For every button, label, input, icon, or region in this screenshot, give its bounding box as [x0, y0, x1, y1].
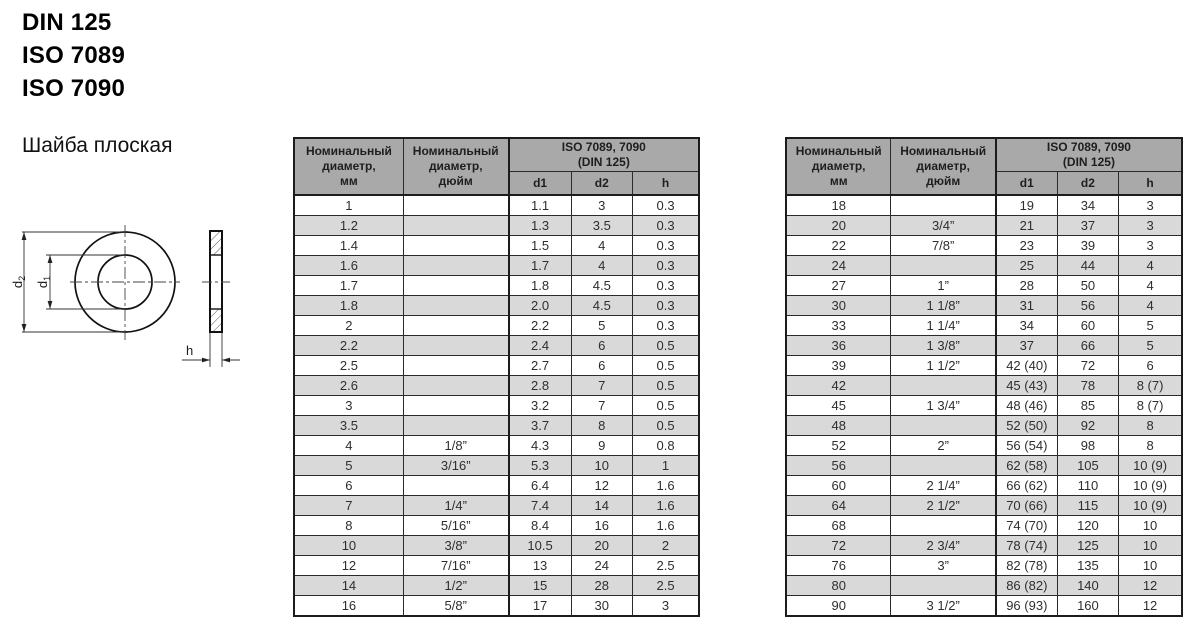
- table-cell: 0.3: [633, 316, 699, 336]
- table-cell: 0.5: [633, 376, 699, 396]
- table-body-large-sizes: [786, 195, 1182, 616]
- standards-title-block: [22, 6, 125, 105]
- table-cell: 1: [633, 456, 699, 476]
- table-cell: 4: [571, 256, 633, 276]
- table-cell: 7.4: [509, 496, 571, 516]
- arrowhead-right: [202, 358, 210, 363]
- table-cell: 14: [294, 576, 403, 596]
- table-cell: 8 (7): [1119, 396, 1182, 416]
- table-cell: 17: [509, 596, 571, 617]
- table-cell: 86 (82): [996, 576, 1057, 596]
- table-cell: 48: [786, 416, 891, 436]
- table-cell: 3/4”: [891, 216, 996, 236]
- table-cell: 33: [786, 316, 891, 336]
- table-cell: 1”: [891, 276, 996, 296]
- table-cell: 1/4”: [403, 496, 508, 516]
- table-cell: 0.3: [633, 216, 699, 236]
- table-cell: [403, 476, 508, 496]
- table-row: [786, 296, 1182, 316]
- table-cell: 115: [1057, 496, 1118, 516]
- table-cell: 6: [571, 336, 633, 356]
- table-cell: 4: [1119, 276, 1182, 296]
- column-header-nominal-mm: Номинальный диаметр, мм: [786, 138, 891, 195]
- table-cell: 3: [1119, 216, 1182, 236]
- table-cell: 39: [1057, 236, 1118, 256]
- table-cell: 44: [1057, 256, 1118, 276]
- standard-iso-7090: ISO 7090: [22, 75, 126, 102]
- table-cell: 6: [1119, 356, 1182, 376]
- table-cell: [403, 336, 508, 356]
- table-cell: 0.3: [633, 236, 699, 256]
- table-cell: 2.7: [509, 356, 571, 376]
- column-header-nominal-inch: Номинальный диаметр, дюйм: [891, 138, 996, 195]
- table-cell: 10: [1119, 516, 1182, 536]
- table-cell: 0.5: [633, 416, 699, 436]
- table-cell: 16: [571, 516, 633, 536]
- arrowhead-left: [222, 358, 230, 363]
- table-cell: 15: [509, 576, 571, 596]
- table-row: [294, 256, 699, 276]
- table-cell: 45 (43): [996, 376, 1057, 396]
- table-cell: 85: [1057, 396, 1118, 416]
- table-cell: 90: [786, 596, 891, 617]
- table-row: [294, 316, 699, 336]
- table-row: [786, 476, 1182, 496]
- section-hatch-top: [210, 231, 222, 255]
- table-cell: 42 (40): [996, 356, 1057, 376]
- table-cell: 1: [294, 195, 403, 216]
- table-row: [786, 276, 1182, 296]
- table-cell: 23: [996, 236, 1057, 256]
- table-cell: 31: [996, 296, 1057, 316]
- table-row: [294, 576, 699, 596]
- table-cell: 7/16”: [403, 556, 508, 576]
- table-cell: 96 (93): [996, 596, 1057, 617]
- table-cell: 60: [1057, 316, 1118, 336]
- table-cell: 4: [571, 236, 633, 256]
- table-row: [786, 516, 1182, 536]
- table-cell: 5.3: [509, 456, 571, 476]
- label-h: h: [186, 343, 194, 358]
- table-cell: 2: [633, 536, 699, 556]
- table-row: [294, 216, 699, 236]
- table-row: [294, 416, 699, 436]
- table-cell: 1 1/2”: [891, 356, 996, 376]
- table-row: [294, 556, 699, 576]
- table-cell: 92: [1057, 416, 1118, 436]
- table-row: [786, 236, 1182, 256]
- table-cell: 0.5: [633, 356, 699, 376]
- arrowhead-up: [48, 255, 53, 263]
- table-row: [786, 416, 1182, 436]
- table-cell: 7: [571, 376, 633, 396]
- table-cell: 74 (70): [996, 516, 1057, 536]
- table-cell: 37: [996, 336, 1057, 356]
- table-cell: 56: [1057, 296, 1118, 316]
- table-cell: 98: [1057, 436, 1118, 456]
- table-cell: 24: [571, 556, 633, 576]
- table-cell: 10: [571, 456, 633, 476]
- table-cell: 66: [1057, 336, 1118, 356]
- table-cell: 56 (54): [996, 436, 1057, 456]
- table-cell: 30: [571, 596, 633, 617]
- table-cell: 1 1/4”: [891, 316, 996, 336]
- table-cell: 1.2: [294, 216, 403, 236]
- table-cell: 2 3/4”: [891, 536, 996, 556]
- table-row: [294, 396, 699, 416]
- column-header-d1: d1: [509, 171, 571, 195]
- table-cell: 0.3: [633, 195, 699, 216]
- table-cell: [403, 216, 508, 236]
- table-cell: 68: [786, 516, 891, 536]
- table-row: [294, 536, 699, 556]
- table-cell: 6.4: [509, 476, 571, 496]
- table-cell: 52: [786, 436, 891, 456]
- table-cell: 3 1/2”: [891, 596, 996, 617]
- table-cell: 1.8: [509, 276, 571, 296]
- table-cell: 7: [294, 496, 403, 516]
- table-cell: 3”: [891, 556, 996, 576]
- table-row: [786, 376, 1182, 396]
- table-cell: 66 (62): [996, 476, 1057, 496]
- standard-din: DIN 125: [22, 9, 112, 36]
- table-cell: 8: [294, 516, 403, 536]
- washer-table-small-sizes: [293, 137, 700, 617]
- washer-drawing-svg: [10, 212, 282, 387]
- table-cell: [891, 376, 996, 396]
- table-cell: 12: [571, 476, 633, 496]
- table-cell: 110: [1057, 476, 1118, 496]
- table-cell: 3: [1119, 195, 1182, 216]
- table-cell: 2.5: [294, 356, 403, 376]
- table-cell: 45: [786, 396, 891, 416]
- column-header-nominal-inch: Номинальный диаметр, дюйм: [403, 138, 508, 195]
- table-cell: 0.3: [633, 296, 699, 316]
- table-cell: [891, 256, 996, 276]
- table-cell: 2.2: [294, 336, 403, 356]
- table-cell: 34: [996, 316, 1057, 336]
- table-cell: 2.0: [509, 296, 571, 316]
- table-cell: 120: [1057, 516, 1118, 536]
- column-header-h: h: [633, 171, 699, 195]
- table-row: [294, 516, 699, 536]
- table-cell: 78 (74): [996, 536, 1057, 556]
- table-cell: 5: [294, 456, 403, 476]
- table-cell: 64: [786, 496, 891, 516]
- table-row: [786, 316, 1182, 336]
- table-row: [294, 356, 699, 376]
- table-cell: [891, 195, 996, 216]
- table-row: [786, 496, 1182, 516]
- arrowhead-up: [22, 232, 27, 240]
- table-cell: 10: [1119, 556, 1182, 576]
- table-cell: 8 (7): [1119, 376, 1182, 396]
- arrowhead-down: [48, 301, 53, 309]
- table-cell: 2”: [891, 436, 996, 456]
- table-cell: 50: [1057, 276, 1118, 296]
- table-cell: 28: [996, 276, 1057, 296]
- table-cell: 3: [294, 396, 403, 416]
- washer-side-view: [202, 231, 230, 332]
- table-cell: 52 (50): [996, 416, 1057, 436]
- table-cell: 72: [786, 536, 891, 556]
- table-cell: 1.3: [509, 216, 571, 236]
- table-cell: 0.5: [633, 336, 699, 356]
- table-row: [294, 336, 699, 356]
- table-cell: 8.4: [509, 516, 571, 536]
- table-cell: 39: [786, 356, 891, 376]
- table-cell: 125: [1057, 536, 1118, 556]
- table-cell: 62 (58): [996, 456, 1057, 476]
- table-body-small-sizes: [294, 195, 699, 616]
- table-cell: 8: [571, 416, 633, 436]
- table-row: [786, 396, 1182, 416]
- column-header-d2: d2: [571, 171, 633, 195]
- table-cell: 10: [1119, 536, 1182, 556]
- table-cell: 5: [571, 316, 633, 336]
- table-cell: 4: [1119, 296, 1182, 316]
- table-cell: 5/8”: [403, 596, 508, 617]
- arrowhead-down: [22, 324, 27, 332]
- table-cell: 1 1/8”: [891, 296, 996, 316]
- table-row: [786, 556, 1182, 576]
- standard-iso-7089: ISO 7089: [22, 42, 126, 69]
- table-cell: 1.8: [294, 296, 403, 316]
- table-cell: [891, 456, 996, 476]
- table-cell: 60: [786, 476, 891, 496]
- table-row: [786, 356, 1182, 376]
- table-cell: [403, 256, 508, 276]
- table-cell: 22: [786, 236, 891, 256]
- table-row: [294, 195, 699, 216]
- table-cell: 27: [786, 276, 891, 296]
- table-cell: 16: [294, 596, 403, 617]
- table-row: [786, 256, 1182, 276]
- table-cell: 2.6: [294, 376, 403, 396]
- table-cell: 42: [786, 376, 891, 396]
- table-cell: 3/8”: [403, 536, 508, 556]
- table-cell: 5/16”: [403, 516, 508, 536]
- table-row: [294, 376, 699, 396]
- table-cell: 4: [294, 436, 403, 456]
- table-cell: [403, 276, 508, 296]
- table-cell: 1.7: [509, 256, 571, 276]
- table-cell: 12: [294, 556, 403, 576]
- table-row: [786, 216, 1182, 236]
- table-cell: 28: [571, 576, 633, 596]
- table-cell: 2.2: [509, 316, 571, 336]
- table-cell: 1.4: [294, 236, 403, 256]
- table-cell: 9: [571, 436, 633, 456]
- column-header-nominal-mm: Номинальный диаметр, мм: [294, 138, 403, 195]
- table-row: [294, 596, 699, 617]
- table-cell: 1.6: [633, 496, 699, 516]
- table-cell: 2.8: [509, 376, 571, 396]
- table-cell: 25: [996, 256, 1057, 276]
- table-cell: 14: [571, 496, 633, 516]
- table-cell: [403, 236, 508, 256]
- table-cell: 1.7: [294, 276, 403, 296]
- table-cell: 21: [996, 216, 1057, 236]
- table-cell: 1/2”: [403, 576, 508, 596]
- table-cell: 82 (78): [996, 556, 1057, 576]
- table-cell: 3: [1119, 236, 1182, 256]
- table-row: [786, 596, 1182, 617]
- table-cell: 2.5: [633, 556, 699, 576]
- table-cell: 30: [786, 296, 891, 316]
- table-cell: 5: [1119, 316, 1182, 336]
- table-row: [786, 436, 1182, 456]
- product-name: Шайба плоская: [22, 134, 173, 157]
- table-cell: 12: [1119, 576, 1182, 596]
- table-cell: 20: [571, 536, 633, 556]
- table-cell: 0.3: [633, 276, 699, 296]
- table-cell: 12: [1119, 596, 1182, 617]
- table-cell: 8: [1119, 436, 1182, 456]
- table-cell: 10.5: [509, 536, 571, 556]
- table-cell: 24: [786, 256, 891, 276]
- table-cell: 1.6: [294, 256, 403, 276]
- table-cell: 6: [294, 476, 403, 496]
- section-hatch-bottom: [210, 309, 222, 332]
- table-row: [786, 536, 1182, 556]
- table-cell: 0.3: [633, 256, 699, 276]
- table-cell: [891, 516, 996, 536]
- table-cell: 13: [509, 556, 571, 576]
- washer-table-large-sizes: [785, 137, 1183, 617]
- table-cell: 1/8”: [403, 436, 508, 456]
- table-cell: 3.2: [509, 396, 571, 416]
- table-cell: 3/16”: [403, 456, 508, 476]
- table-cell: 140: [1057, 576, 1118, 596]
- table-cell: [403, 416, 508, 436]
- table-cell: 3.5: [294, 416, 403, 436]
- table-cell: 34: [1057, 195, 1118, 216]
- table-cell: 78: [1057, 376, 1118, 396]
- label-d1: $d_1$: [35, 275, 52, 289]
- table-cell: [403, 296, 508, 316]
- column-header-d1: d1: [996, 171, 1057, 195]
- table-cell: 72: [1057, 356, 1118, 376]
- table-cell: 76: [786, 556, 891, 576]
- table-row: [294, 236, 699, 256]
- column-group-header-iso: ISO 7089, 7090 (DIN 125): [509, 138, 699, 171]
- table-cell: 36: [786, 336, 891, 356]
- table-cell: 7/8”: [891, 236, 996, 256]
- table-cell: 48 (46): [996, 396, 1057, 416]
- table-cell: [403, 195, 508, 216]
- column-header-d2: d2: [1057, 171, 1118, 195]
- table-cell: [403, 376, 508, 396]
- table-cell: 6: [571, 356, 633, 376]
- table-cell: 1 3/8”: [891, 336, 996, 356]
- table-cell: 1.6: [633, 476, 699, 496]
- table-row: [786, 456, 1182, 476]
- table-cell: 160: [1057, 596, 1118, 617]
- table-cell: 20: [786, 216, 891, 236]
- table-cell: 10: [294, 536, 403, 556]
- table-cell: 1.1: [509, 195, 571, 216]
- table-cell: 8: [1119, 416, 1182, 436]
- table-cell: 105: [1057, 456, 1118, 476]
- table-cell: 1 3/4”: [891, 396, 996, 416]
- washer-front-view: [70, 225, 180, 340]
- table-cell: 2.4: [509, 336, 571, 356]
- table-cell: 7: [571, 396, 633, 416]
- table-row: [294, 476, 699, 496]
- table-cell: 5: [1119, 336, 1182, 356]
- table-cell: 37: [1057, 216, 1118, 236]
- table-cell: 4.3: [509, 436, 571, 456]
- table-cell: 3: [633, 596, 699, 617]
- table-cell: [403, 356, 508, 376]
- table-row: [294, 276, 699, 296]
- table-cell: 0.5: [633, 396, 699, 416]
- column-group-header-iso: ISO 7089, 7090 (DIN 125): [996, 138, 1182, 171]
- table-cell: 1.5: [509, 236, 571, 256]
- table-cell: 2 1/4”: [891, 476, 996, 496]
- table-cell: 4.5: [571, 296, 633, 316]
- table-cell: 3.5: [571, 216, 633, 236]
- table-cell: [891, 416, 996, 436]
- table-cell: 56: [786, 456, 891, 476]
- table-cell: 2: [294, 316, 403, 336]
- table-cell: 135: [1057, 556, 1118, 576]
- label-d2: $d_2$: [10, 275, 27, 289]
- table-cell: 80: [786, 576, 891, 596]
- table-row: [786, 336, 1182, 356]
- table-cell: 70 (66): [996, 496, 1057, 516]
- table-cell: 4: [1119, 256, 1182, 276]
- table-cell: [403, 316, 508, 336]
- table-cell: 1.6: [633, 516, 699, 536]
- column-header-h: h: [1119, 171, 1182, 195]
- washer-technical-drawing: [10, 212, 282, 387]
- table-row: [294, 456, 699, 476]
- table-row: [294, 296, 699, 316]
- table-cell: 3.7: [509, 416, 571, 436]
- table-row: [786, 576, 1182, 596]
- table-cell: 10 (9): [1119, 476, 1182, 496]
- table-cell: 2.5: [633, 576, 699, 596]
- table-cell: 10 (9): [1119, 456, 1182, 476]
- table-cell: 2 1/2”: [891, 496, 996, 516]
- table-row: [786, 195, 1182, 216]
- table-cell: 0.8: [633, 436, 699, 456]
- table-cell: 4.5: [571, 276, 633, 296]
- table-cell: 19: [996, 195, 1057, 216]
- table-row: [294, 436, 699, 456]
- table-cell: 10 (9): [1119, 496, 1182, 516]
- table-cell: [891, 576, 996, 596]
- table-cell: 3: [571, 195, 633, 216]
- table-cell: [403, 396, 508, 416]
- table-cell: 18: [786, 195, 891, 216]
- table-row: [294, 496, 699, 516]
